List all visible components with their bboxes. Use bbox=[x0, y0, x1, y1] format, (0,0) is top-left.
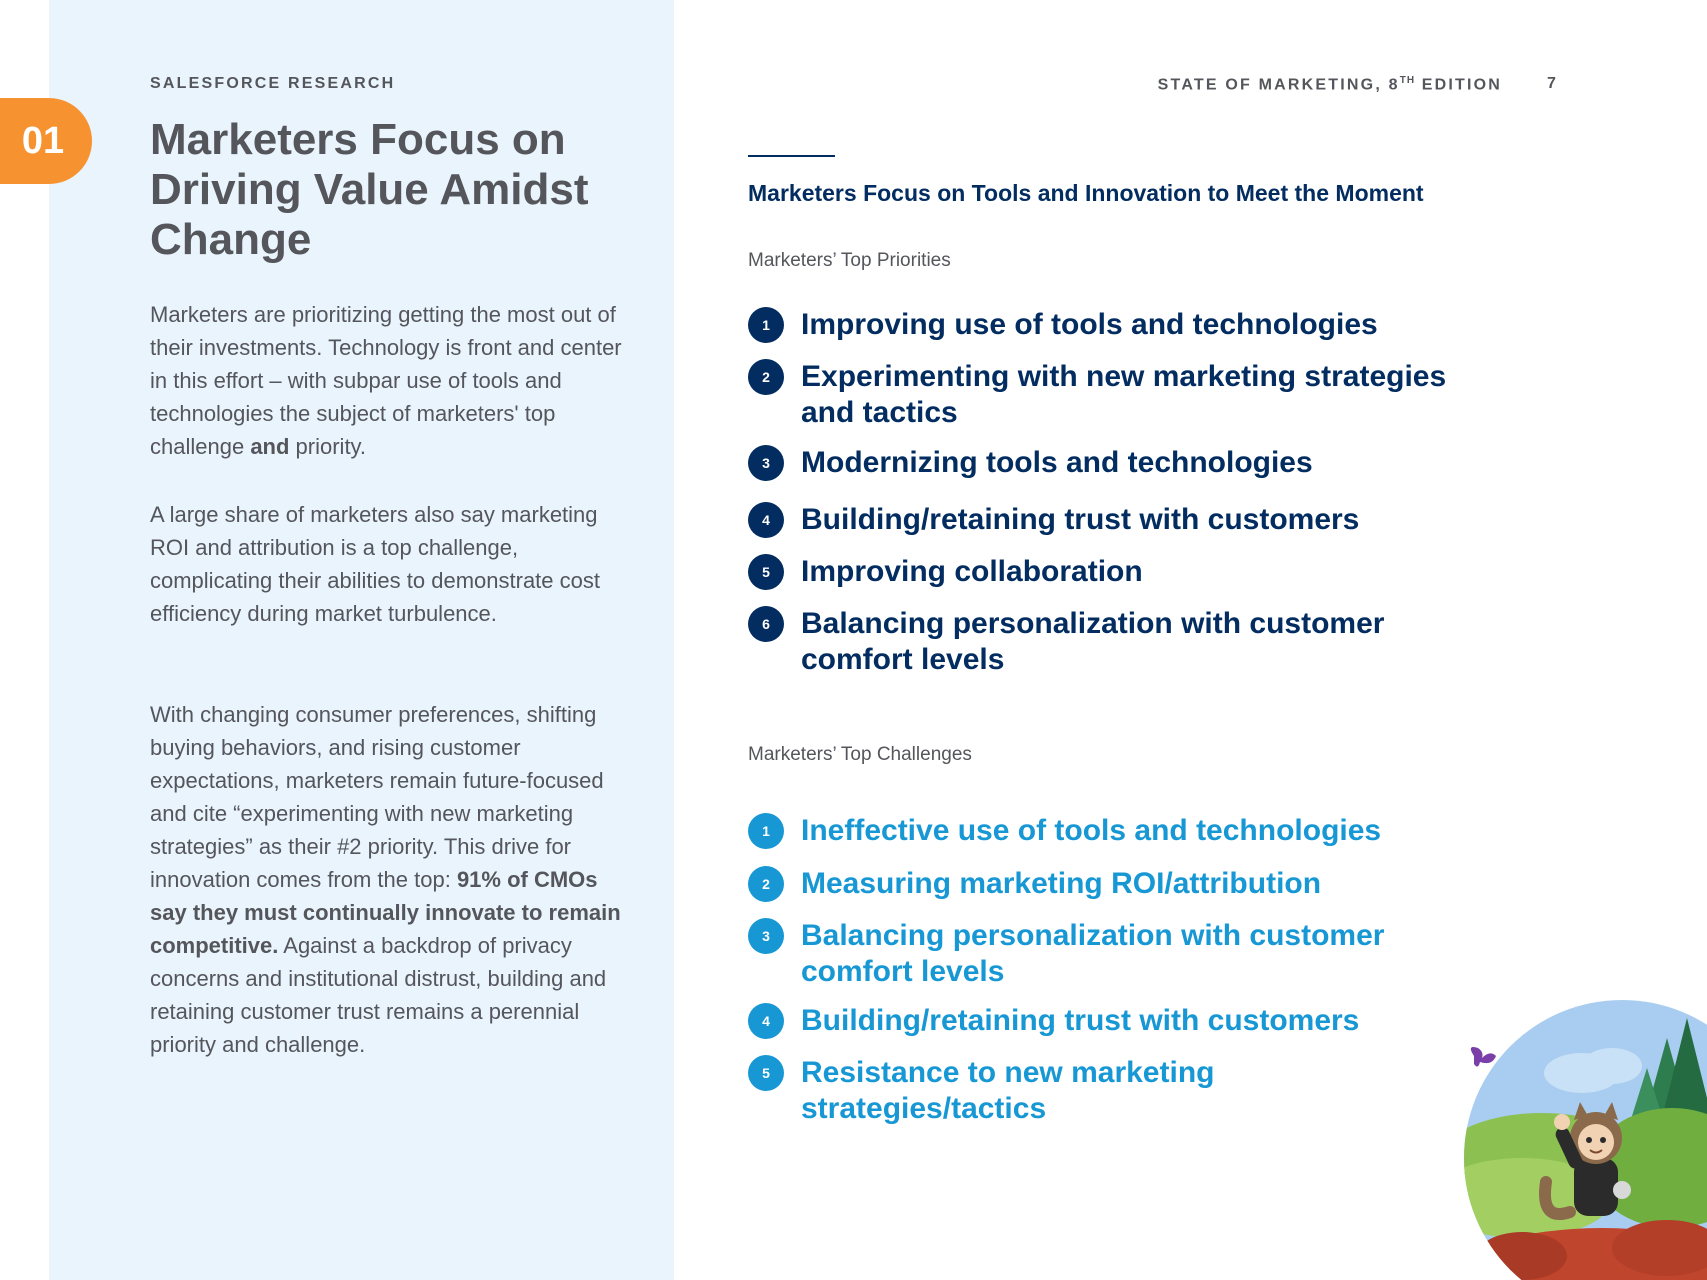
page-title: Marketers Focus on Driving Value Amidst Change bbox=[150, 115, 589, 264]
roi-paragraph: A large share of marketers also say marketing ROI and attribution is a top challenge, complicating their abilities to demonstrate cost efficiency during market turbulence. bbox=[150, 502, 600, 626]
edition-label bbox=[1158, 75, 1502, 94]
innovation-paragraph bbox=[150, 698, 640, 1061]
rank-badge: 5 bbox=[748, 554, 784, 590]
priority-item bbox=[748, 554, 1461, 590]
rank-badge: 3 bbox=[748, 445, 784, 481]
intro-text-b: priority. bbox=[289, 434, 367, 459]
challenge-text: Ineffective use of tools and technologies bbox=[801, 814, 1382, 847]
challenge-item bbox=[748, 918, 1461, 990]
innovation-text-a: With changing consumer preferences, shifting buying behaviors, and rising customer expectations, marketers remain future-focused and cite “experimenting with new marketing strategies” as their #2 priority. This drive for innovation comes from the top: bbox=[150, 702, 604, 892]
rank-badge: 5 bbox=[748, 1055, 784, 1091]
priority-item bbox=[748, 307, 1461, 343]
priority-item bbox=[748, 502, 1461, 538]
challenge-item bbox=[748, 866, 1461, 902]
priority-text: Experimenting with new marketing strategies and tactics bbox=[801, 360, 1447, 429]
challenge-item bbox=[748, 1003, 1461, 1039]
cmo-stat-highlight: 91% of CMOs say they must continually innovate to remain competitive. bbox=[150, 867, 621, 958]
chapter-number-tab: 01 bbox=[0, 98, 92, 184]
rank-badge: 4 bbox=[748, 502, 784, 538]
edition-superscript: TH bbox=[1399, 75, 1416, 86]
section-heading: Marketers Focus on Tools and Innovation to Meet the Moment bbox=[748, 180, 1424, 206]
challenge-item bbox=[748, 1055, 1461, 1127]
challenges-label: Marketers’ Top Challenges bbox=[748, 744, 972, 765]
challenge-text: Balancing personalization with customer comfort levels bbox=[801, 919, 1385, 988]
edition-prefix: STATE OF MARKETING, 8 bbox=[1157, 76, 1400, 94]
rank-badge: 6 bbox=[748, 606, 784, 642]
intro-paragraph bbox=[150, 298, 640, 463]
page-number: 7 bbox=[1547, 75, 1556, 92]
edition-suffix: EDITION bbox=[1415, 76, 1502, 94]
intro-text-a: Marketers are prioritizing getting the most out of their investments. Technology is front and center in this effort – with subpar use of tools and technologies the subject of marketers' top challenge bbox=[150, 302, 622, 459]
rank-badge: 3 bbox=[748, 918, 784, 954]
priority-item bbox=[748, 445, 1461, 481]
challenge-item bbox=[748, 813, 1461, 849]
rank-badge: 1 bbox=[748, 813, 784, 849]
priority-text: Balancing personalization with customer comfort levels bbox=[801, 607, 1385, 676]
priority-text: Building/retaining trust with customers bbox=[801, 503, 1360, 536]
rank-badge: 2 bbox=[748, 359, 784, 395]
challenge-text: Building/retaining trust with customers bbox=[801, 1004, 1360, 1037]
innovation-text-b: Against a backdrop of privacy concerns and institutional distrust, building and retaining customer trust remains a perennial priority and challenge. bbox=[150, 933, 607, 1057]
priority-item bbox=[748, 359, 1461, 431]
rank-badge: 1 bbox=[748, 307, 784, 343]
priority-text: Improving use of tools and technologies bbox=[801, 308, 1378, 341]
mascot-illustration bbox=[1462, 998, 1707, 1280]
intro-emphasis: and bbox=[250, 434, 290, 459]
priorities-label: Marketers’ Top Priorities bbox=[748, 250, 951, 271]
challenge-text: Measuring marketing ROI/attribution bbox=[801, 867, 1322, 900]
section-divider bbox=[748, 155, 835, 157]
priority-item bbox=[748, 606, 1461, 678]
rank-badge: 4 bbox=[748, 1003, 784, 1039]
eyebrow-publisher: SALESFORCE RESEARCH bbox=[150, 75, 396, 92]
rank-badge: 2 bbox=[748, 866, 784, 902]
priority-text: Modernizing tools and technologies bbox=[801, 446, 1313, 479]
challenge-text: Resistance to new marketing strategies/tactics bbox=[801, 1056, 1215, 1125]
priority-text: Improving collaboration bbox=[801, 555, 1143, 588]
